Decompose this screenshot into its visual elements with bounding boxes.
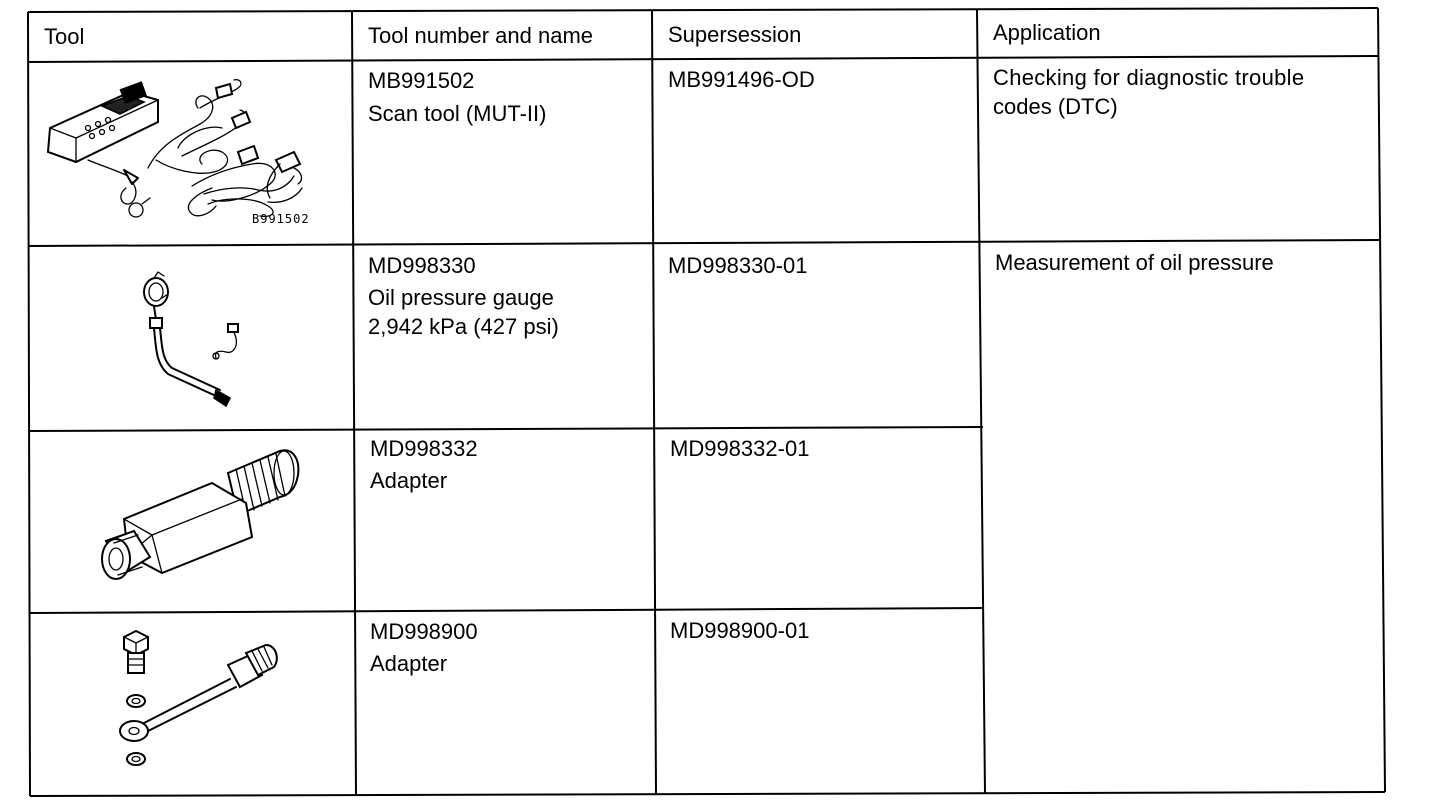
header-application: Application: [993, 20, 1101, 45]
tool-name: Scan tool (MUT-II): [368, 101, 547, 126]
header-tool: Tool: [44, 24, 85, 49]
application-line: Measurement of oil pressure: [995, 250, 1274, 275]
figure-code: B991502: [252, 212, 310, 226]
supersession-value: MD998330-01: [668, 253, 808, 278]
tool-name: Adapter: [370, 468, 448, 493]
tool-number: MD998900: [370, 619, 478, 644]
tool-name: Oil pressure gauge: [368, 285, 554, 310]
oil-pressure-gauge-illustration: [32, 248, 352, 428]
supersession-value: MD998900-01: [670, 618, 810, 643]
header-tool-number-and-name: Tool number and name: [368, 23, 594, 48]
tool-spec: 2,942 kPa (427 psi): [368, 314, 559, 339]
adapter-illustration: [32, 433, 352, 609]
tool-name: Adapter: [370, 651, 448, 676]
application-line: Checking for diagnostic trouble: [993, 65, 1305, 90]
tool-number: MB991502: [368, 68, 475, 93]
application-line: codes (DTC): [993, 94, 1118, 119]
adapter-kit-illustration: [32, 615, 352, 795]
tool-number: MD998332: [370, 436, 478, 461]
tool-number: MD998330: [368, 253, 476, 278]
supersession-value: MD998332-01: [670, 436, 810, 461]
supersession-value: MB991496-OD: [668, 67, 815, 92]
header-supersession: Supersession: [668, 22, 802, 47]
